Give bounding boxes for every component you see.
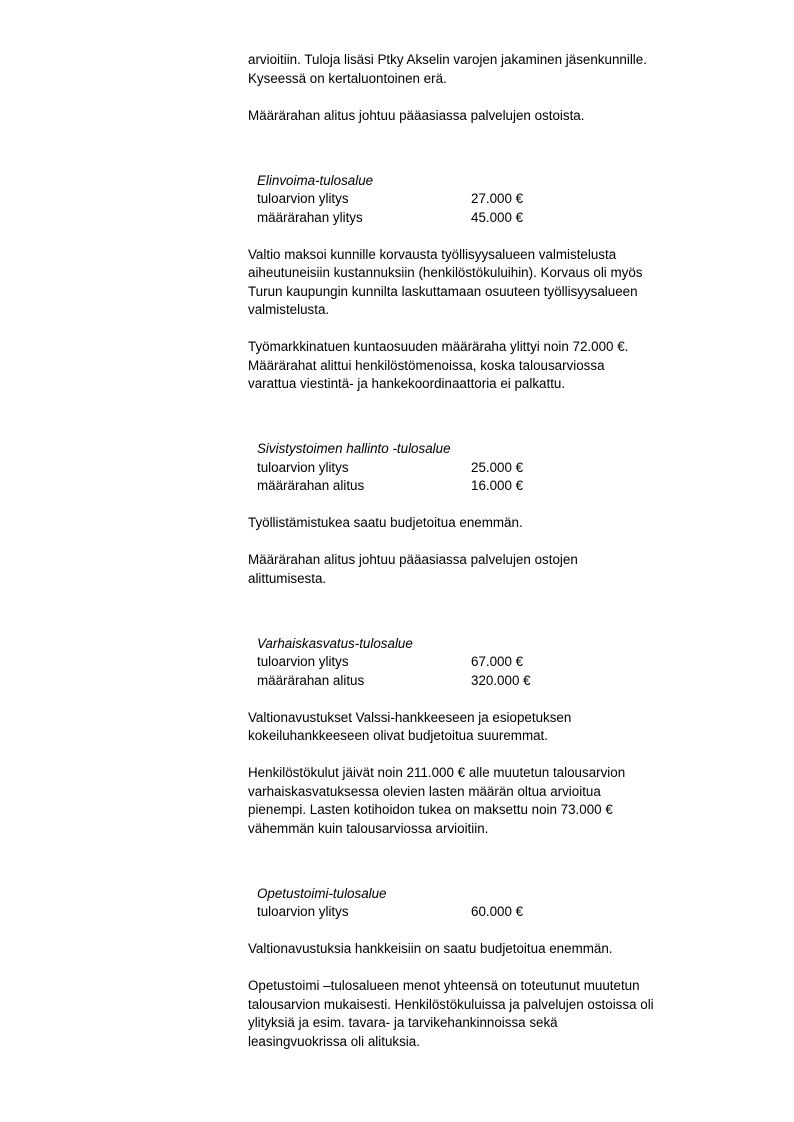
text-line: varhaiskasvatuksessa olevien lasten määrän oltua arvioitua — [248, 783, 601, 799]
figure-row — [257, 672, 748, 691]
figure-row — [257, 903, 748, 922]
figure-row — [257, 209, 748, 228]
body-paragraph — [248, 338, 748, 394]
sections — [248, 125, 748, 1051]
text-line: leasingvuokrissa oli alituksia. — [248, 1033, 420, 1049]
figure-label: tuloarvion ylitys — [257, 654, 349, 669]
intro-paragraph — [248, 51, 748, 88]
section-block — [248, 635, 748, 839]
section-title: Elinvoima-tulosalue — [257, 172, 374, 188]
text-line: Valtionavustuksia hankkeisiin on saatu budjetoitua enemmän. — [248, 941, 613, 956]
text-line: Turun kaupungin kunnilta laskuttamaan osuuteen työllisyysalueen — [248, 283, 638, 299]
figure-row — [257, 459, 748, 478]
figure-label: tuloarvion ylitys — [257, 459, 349, 475]
figure-value: 16.000 € — [471, 478, 524, 493]
body-paragraph — [248, 764, 748, 838]
section-block — [248, 885, 748, 1052]
text-line: vähemmän kuin talousarviossa arvioitiin. — [248, 820, 489, 836]
body-paragraph — [248, 246, 748, 320]
text-line: valmistelusta. — [248, 302, 330, 317]
figure-label: määrärahan ylitys — [257, 209, 363, 225]
text-line: pienempi. Lasten kotihoidon tukea on maksettu noin 73.000 € — [248, 802, 613, 817]
figure-value: 67.000 € — [471, 654, 524, 669]
text-line: Opetustoimi –tulosalueen menot yhteensä on toteutunut muutetun — [248, 978, 640, 993]
text-line: aiheutuneisiin kustannuksiin (henkilöstökuluihin). Korvaus oli myös — [248, 265, 643, 280]
figure-row — [257, 653, 748, 672]
text-line: Henkilöstökulut jäivät noin 211.000 € alle muutetun talousarvion — [248, 765, 626, 780]
figure-value: 27.000 € — [471, 191, 524, 206]
section-block — [248, 172, 748, 394]
text-line: ylityksiä ja esim. tavara- ja tarvikehankinnoissa sekä — [248, 1015, 558, 1030]
text-line: alittumisesta. — [248, 570, 327, 586]
figure-row — [257, 477, 748, 496]
text-line: Määrärahan alitus johtuu pääasiassa palvelujen ostoista. — [248, 107, 585, 123]
text-line: varattua viestintä- ja hankekoordinaattoria ei palkattu. — [248, 376, 566, 391]
body-paragraph — [248, 551, 748, 588]
intro-note — [248, 107, 748, 126]
text-line: kokeiluhankkeeseen olivat budjetoitua suuremmat. — [248, 728, 548, 743]
text-line: Määrärahat alittui henkilöstömenoissa, koska talousarviossa — [248, 357, 605, 373]
section-title: Sivistystoimen hallinto -tulosalue — [257, 441, 451, 456]
section-title: Varhaiskasvatus-tulosalue — [257, 635, 413, 651]
figure-label: tuloarvion ylitys — [257, 904, 349, 919]
text-line: Valtionavustukset Valssi-hankkeeseen ja esiopetuksen — [248, 709, 572, 725]
figure-label: määrärahan alitus — [257, 672, 365, 688]
text-line: Työllistämistukea saatu budjetoitua enemmän. — [248, 515, 523, 530]
figure-label: tuloarvion ylitys — [257, 191, 349, 206]
body-paragraph — [248, 709, 748, 746]
body-paragraph — [248, 977, 748, 1051]
text-line: talousarvion mukaisesti. Henkilöstökuluissa ja palvelujen ostoissa oli — [248, 996, 654, 1012]
document-page — [248, 51, 748, 1051]
text-line: Työmarkkinatuen kuntaosuuden määräraha ylittyi noin 72.000 €. — [248, 339, 629, 354]
text-line: Määrärahan alitus johtuu pääasiassa palvelujen ostojen — [248, 552, 578, 567]
figure-row — [257, 190, 748, 209]
body-paragraph — [248, 940, 748, 959]
section-block — [248, 440, 748, 588]
body-paragraph — [248, 514, 748, 533]
section-title: Opetustoimi-tulosalue — [257, 885, 387, 901]
text-line: Valtio maksoi kunnille korvausta työllisyysalueen valmistelusta — [248, 246, 617, 262]
figure-value: 60.000 € — [471, 904, 524, 919]
text-line: arvioitiin. Tuloja lisäsi Ptky Akselin varojen jakaminen jäsenkunnille. — [248, 52, 647, 67]
figure-value: 320.000 € — [471, 672, 531, 688]
text-line: Kyseessä on kertaluontoinen erä. — [248, 70, 447, 86]
figure-label: määrärahan alitus — [257, 478, 365, 493]
figure-value: 25.000 € — [471, 459, 524, 475]
figure-value: 45.000 € — [471, 209, 524, 225]
